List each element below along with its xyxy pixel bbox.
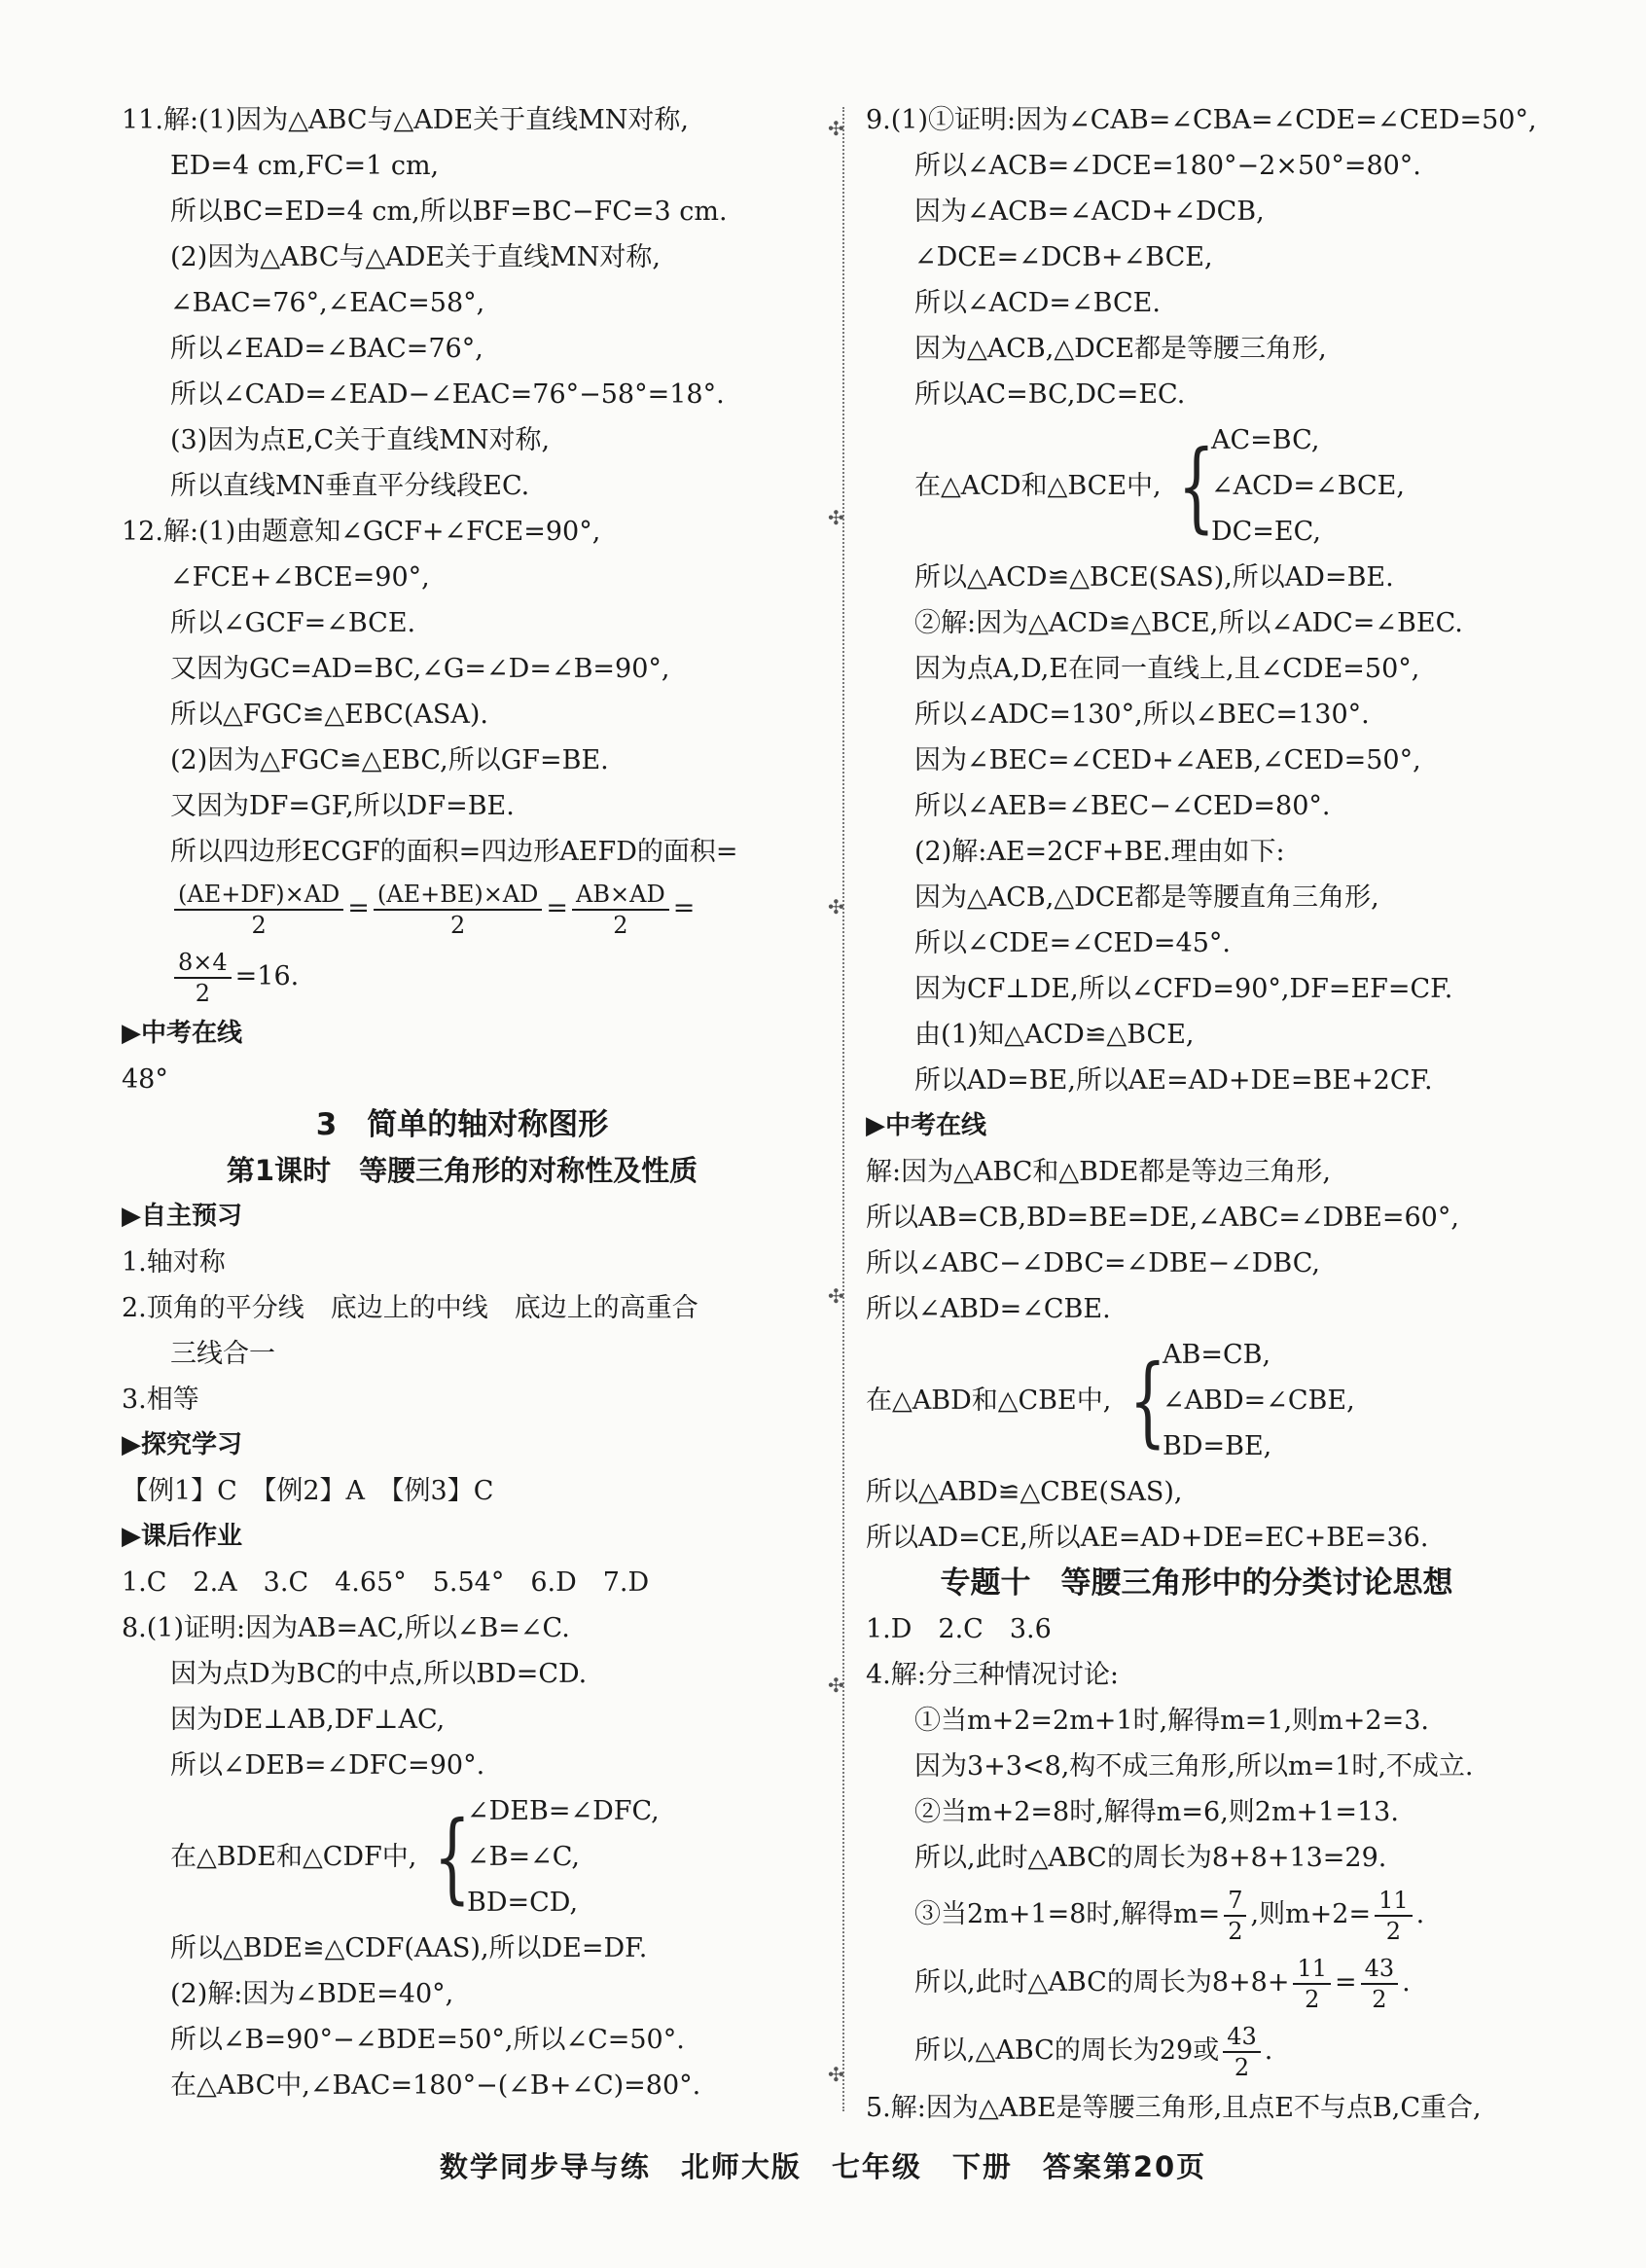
system-lead: 在△ACD和△BCE中,: [914, 471, 1162, 501]
divider-mark: ✣: [828, 2063, 844, 2086]
system-row: ∠B=∠C,: [467, 1842, 580, 1872]
zk-line-1: 所以AB=CB,BD=BE=DE,∠ABC=∠DBE=60°,: [866, 1203, 1459, 1233]
p9-line-4: 所以∠ACD=∠BCE.: [914, 288, 1161, 318]
p12-line-7: 所以四边形ECGF的面积=四边形AEFD的面积=: [170, 837, 738, 867]
t4-line-3: ②当m+2=8时,解得m=6,则2m+1=13.: [914, 1797, 1399, 1827]
area-equation-1: $\frac{(AE+DF)\times AD}{2}$ = $\frac{(AE+BE)\times AD}{2}$ = $\frac{AB\times AD}{2}$ =: [122, 875, 803, 943]
p11-line-5: 所以∠EAD=∠BAC=76°,: [170, 334, 483, 364]
system-acd-bce: [866, 417, 1527, 555]
zizhu-line-2: 三线合一: [170, 1339, 275, 1369]
p11-line-2: 所以BC=ED=4 cm,所以BF=BC−FC=3 cm.: [170, 197, 728, 227]
p12-line-5: (2)因为△FGC≌△EBC,所以GF=BE.: [170, 745, 609, 775]
p11-line-6: 所以∠CAD=∠EAD−∠EAC=76°−58°=18°.: [170, 379, 725, 410]
section-zhongkao: ▶中考在线: [122, 1019, 242, 1048]
system-row: AB=CB,: [1163, 1340, 1271, 1370]
p9b-line-10: 由(1)知△ACD≌△BCE,: [914, 1020, 1195, 1050]
fraction: $\frac{43}{2}$: [1361, 1957, 1399, 2011]
p9-line-3: ∠DCE=∠DCB+∠BCE,: [914, 242, 1213, 272]
case-3-line: ③当2m+1=8时,解得m= $\frac{7}{2}$ ,则m+2= $\frac{11}{2}$ .: [914, 1886, 1425, 1945]
system-row: DC=EC,: [1211, 517, 1321, 547]
section-zizhu: ▶自主预习: [122, 1202, 242, 1231]
system-row: ∠ACD=∠BCE,: [1211, 471, 1405, 501]
system-row: BD=CD,: [467, 1888, 579, 1918]
system-lead: 在△BDE和△CDF中,: [170, 1842, 417, 1872]
fraction: $\frac{(AE+DF)\times AD}{2}$: [174, 882, 343, 937]
p12-line-4: 所以△FGC≌△EBC(ASA).: [170, 700, 488, 730]
zk-line-3: 所以∠ABD=∠CBE.: [866, 1294, 1111, 1324]
p9b-line-5: 所以∠AEB=∠BEC−∠CED=80°.: [914, 791, 1331, 821]
p12-line-0: 12.解:(1)由题意知∠GCF+∠FCE=90°,: [122, 517, 601, 547]
p11-line-8: 所以直线MN垂直平分线段EC.: [170, 471, 530, 501]
t4-line-2: 因为3+3<8,构不成三角形,所以m=1时,不成立.: [914, 1751, 1474, 1782]
p9-line-1: 所以∠ACB=∠DCE=180°−2×50°=80°.: [914, 151, 1421, 181]
p11-line-0: 11.解:(1)因为△ABC与△ADE关于直线MN对称,: [122, 105, 690, 135]
p9b-line-2: 因为点A,D,E在同一直线上,且∠CDE=50°,: [914, 654, 1420, 684]
kehou-answers: 1.C 2.A 3.C 4.65° 5.54° 6.D 7.D: [122, 1567, 650, 1598]
left-column: [122, 97, 803, 2108]
right-column: [866, 97, 1537, 2131]
p12-line-2: 所以∠GCF=∠BCE.: [170, 608, 416, 638]
section-kehou: ▶课后作业: [122, 1522, 242, 1551]
section-zhongkao-right: ▶中考在线: [866, 1111, 986, 1140]
p9b-line-0: 所以△ACD≌△BCE(SAS),所以AD=BE.: [914, 562, 1394, 593]
brace-icon: {: [433, 1800, 471, 1914]
zk2-line-0: 所以△ABD≌△CBE(SAS),: [866, 1477, 1183, 1507]
section-tanjiu: ▶探究学习: [122, 1430, 242, 1459]
p8-line-2: 因为DE⊥AB,DF⊥AC,: [170, 1705, 446, 1735]
p12-line-3: 又因为GC=AD=BC,∠G=∠D=∠B=90°,: [170, 654, 670, 684]
t4-line-1: ①当m+2=2m+1时,解得m=1,则m+2=3.: [914, 1706, 1429, 1736]
p9b-line-9: 因为CF⊥DE,所以∠CFD=90°,DF=EF=CF.: [914, 974, 1453, 1004]
p9-line-0: 9.(1)①证明:因为∠CAB=∠CBA=∠CDE=∠CED=50°,: [866, 105, 1537, 135]
t4-line-0: 4.解:分三种情况讨论:: [866, 1660, 1119, 1690]
p9b-line-6: (2)解:AE=2CF+BE.理由如下:: [914, 837, 1285, 867]
p8b-line-2: 所以∠B=90°−∠BDE=50°,所以∠C=50°.: [170, 2025, 685, 2055]
fraction: $\frac{AB\times AD}{2}$: [572, 882, 669, 937]
chapter-title: 3 简单的轴对称图形: [315, 1107, 609, 1142]
brace-icon: {: [1177, 429, 1215, 543]
divider-mark: ✣: [828, 117, 844, 140]
divider-mark: ✣: [828, 1284, 844, 1308]
fraction: $\frac{8\times 4}{2}$: [174, 951, 232, 1005]
fraction: $\frac{11}{2}$: [1375, 1889, 1413, 1943]
divider-mark: ✣: [828, 895, 844, 918]
zizhu-line-1: 2.顶角的平分线 底边上的中线 底边上的高重合: [122, 1293, 698, 1323]
p8b-line-0: 所以△BDE≌△CDF(AAS),所以DE=DF.: [170, 1933, 648, 1963]
page-footer: 数学同步导与练 北师大版 七年级 下册 答案第20页: [439, 2150, 1207, 2183]
t5-line: 5.解:因为△ABE是等腰三角形,且点E不与点B,C重合,: [866, 2093, 1482, 2123]
topic-answers: 1.D 2.C 3.6: [866, 1614, 1052, 1644]
p8-line-0: 8.(1)证明:因为AB=AC,所以∠B=∠C.: [122, 1613, 570, 1643]
tanjiu-answers: 【例1】C 【例2】A 【例3】C: [122, 1476, 494, 1506]
t4-line-4: 所以,此时△ABC的周长为8+8+13=29.: [914, 1843, 1387, 1873]
p12-line-6: 又因为DF=GF,所以DF=BE.: [170, 791, 515, 821]
p9b-line-3: 所以∠ADC=130°,所以∠BEC=130°.: [914, 700, 1370, 730]
p8b-line-1: (2)解:因为∠BDE=40°,: [170, 1979, 454, 2009]
p12-line-1: ∠FCE+∠BCE=90°,: [170, 562, 430, 593]
case-3-perimeter: 所以,此时△ABC的周长为8+8+ $\frac{11}{2}$ = $\frac{43}{2}$ .: [914, 1954, 1411, 2013]
zizhu-line-0: 1.轴对称: [122, 1247, 226, 1278]
topic-title: 专题十 等腰三角形中的分类讨论思想: [940, 1566, 1453, 1601]
perimeter-conclusion: 所以,△ABC的周长为29或 $\frac{43}{2}$ .: [914, 2022, 1273, 2081]
p11-line-1: ED=4 cm,FC=1 cm,: [170, 151, 440, 181]
p9-line-5: 因为△ACB,△DCE都是等腰三角形,: [914, 334, 1327, 364]
system-abd-cbe: [866, 1332, 1527, 1469]
system-row: BD=BE,: [1163, 1431, 1272, 1461]
p9-line-6: 所以AC=BC,DC=EC.: [914, 379, 1186, 410]
fraction: $\frac{7}{2}$: [1224, 1889, 1246, 1943]
system-row: ∠ABD=∠CBE,: [1163, 1386, 1355, 1416]
p9-line-2: 因为∠ACB=∠ACD+∠DCB,: [914, 197, 1265, 227]
p9b-line-4: 因为∠BEC=∠CED+∠AEB,∠CED=50°,: [914, 745, 1421, 775]
zhongkao-answer: 48°: [122, 1064, 168, 1095]
p8-line-3: 所以∠DEB=∠DFC=90°.: [170, 1750, 485, 1781]
p9b-line-11: 所以AD=BE,所以AE=AD+DE=BE+2CF.: [914, 1065, 1433, 1096]
p11-line-7: (3)因为点E,C关于直线MN对称,: [170, 425, 551, 455]
fraction: $\frac{11}{2}$: [1293, 1957, 1331, 2011]
p9b-line-8: 所以∠CDE=∠CED=45°.: [914, 928, 1231, 958]
p8b-line-3: 在△ABC中,∠BAC=180°−(∠B+∠C)=80°.: [170, 2070, 701, 2101]
zk-line-0: 解:因为△ABC和△BDE都是等边三角形,: [866, 1157, 1331, 1187]
system-row: AC=BC,: [1211, 425, 1320, 455]
p8-line-1: 因为点D为BC的中点,所以BD=CD.: [170, 1659, 588, 1689]
zk2-line-1: 所以AD=CE,所以AE=AD+DE=EC+BE=36.: [866, 1523, 1429, 1553]
zizhu-line-3: 3.相等: [122, 1385, 199, 1415]
fraction: $\frac{(AE+BE)\times AD}{2}$: [374, 882, 543, 937]
divider-mark: ✣: [828, 1674, 844, 1697]
p11-line-4: ∠BAC=76°,∠EAC=58°,: [170, 288, 485, 318]
p11-line-3: (2)因为△ABC与△ADE关于直线MN对称,: [170, 242, 661, 272]
divider-mark: ✣: [828, 506, 844, 529]
system-bde-cdf: [122, 1788, 803, 1926]
system-lead: 在△ABD和△CBE中,: [866, 1386, 1112, 1416]
column-divider: [842, 107, 846, 2111]
area-equation-2: $\frac{8\times 4}{2}$ =16.: [122, 943, 803, 1011]
p9b-line-1: ②解:因为△ACD≌△BCE,所以∠ADC=∠BEC.: [914, 608, 1463, 638]
p9b-line-7: 因为△ACB,△DCE都是等腰直角三角形,: [914, 882, 1379, 913]
fraction: $\frac{43}{2}$: [1223, 2025, 1261, 2079]
system-row: ∠DEB=∠DFC,: [467, 1796, 660, 1826]
brace-icon: {: [1128, 1344, 1166, 1458]
lesson-title: 第1课时 等腰三角形的对称性及性质: [226, 1154, 698, 1187]
zk-line-2: 所以∠ABC−∠DBC=∠DBE−∠DBC,: [866, 1248, 1320, 1278]
